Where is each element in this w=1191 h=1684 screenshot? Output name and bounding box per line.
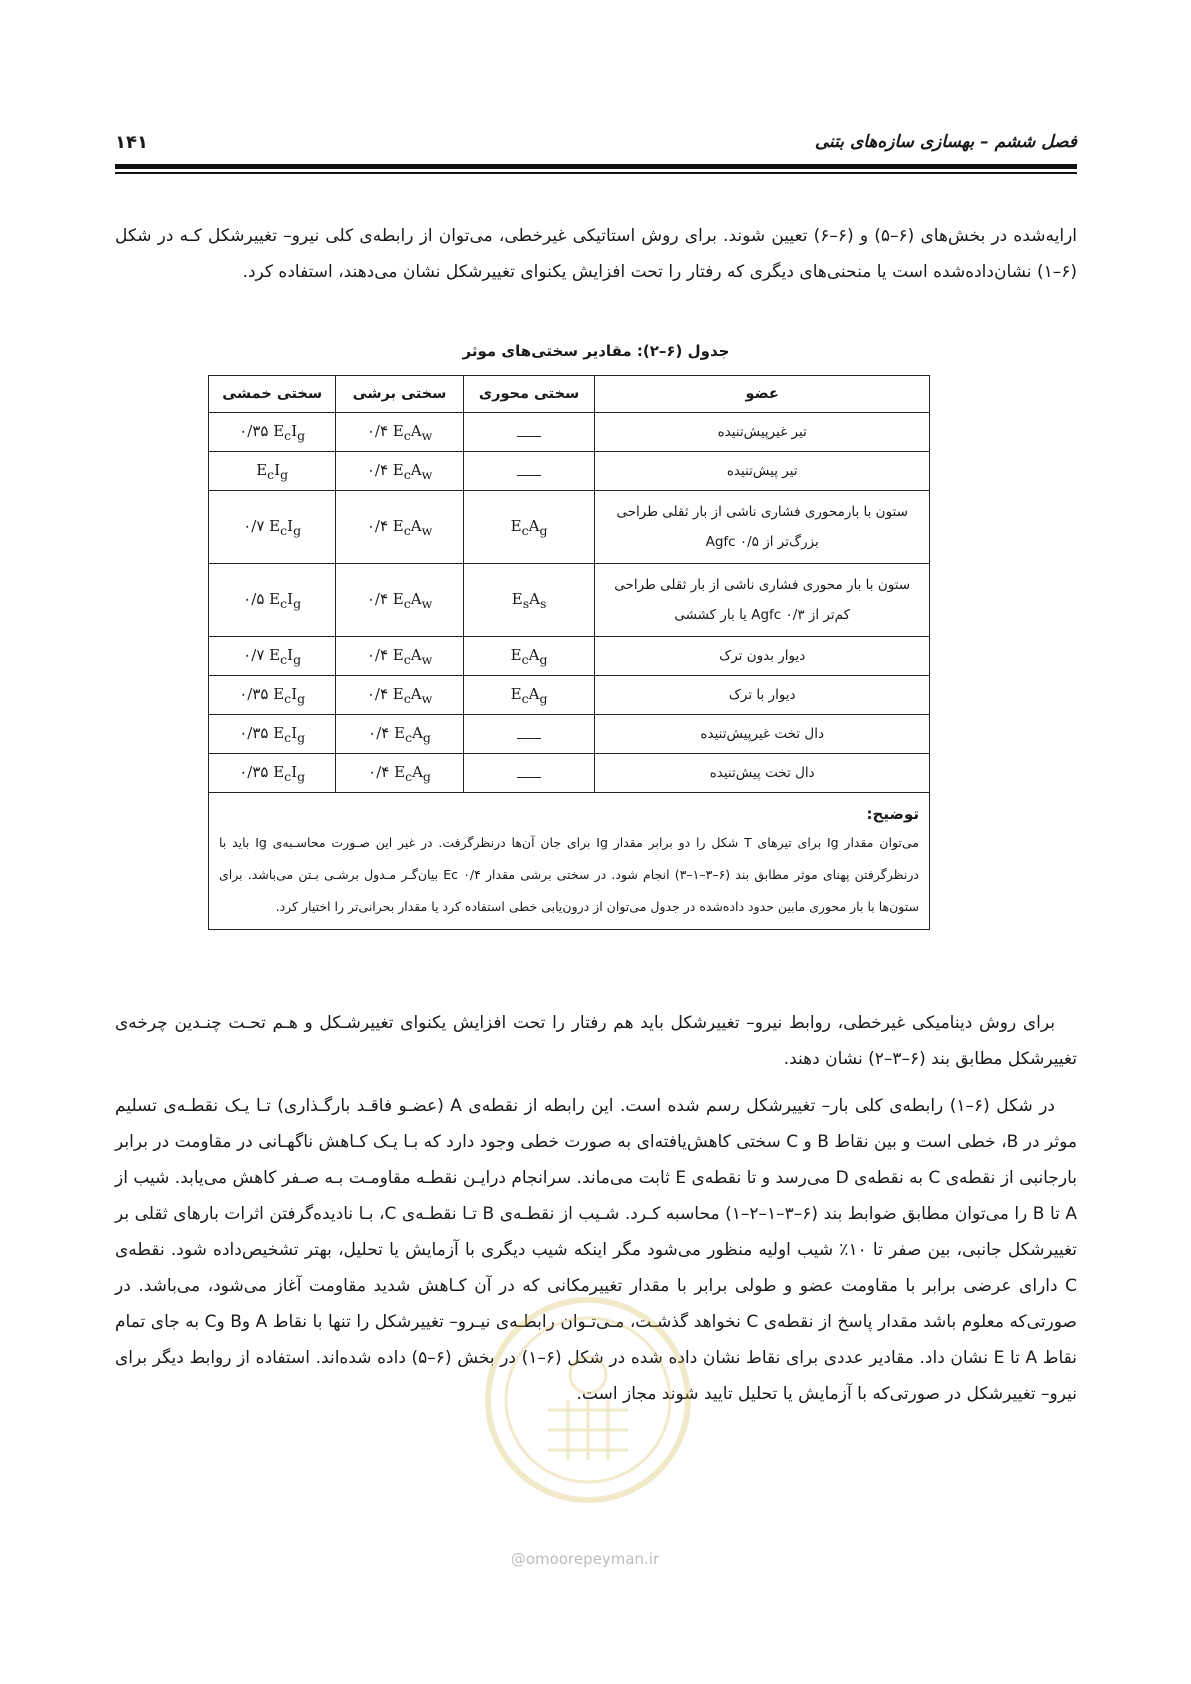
cell-member bbox=[595, 715, 930, 754]
cell-shear: ۰/۴ $E_cA_w$ bbox=[336, 491, 463, 564]
cell-flexural: ۰/۵ $E_cI_g$ bbox=[209, 564, 336, 637]
table-notes bbox=[209, 793, 930, 930]
cell-flexural: ۰/۳۵ $E_cI_g$ bbox=[209, 676, 336, 715]
notes-title: توضیح: bbox=[866, 805, 919, 823]
header-rule-thin bbox=[115, 172, 1077, 174]
cell-flexural: ۰/۷ $E_cI_g$ bbox=[209, 637, 336, 676]
cell-axial: $E_cA_g$ bbox=[463, 676, 595, 715]
header-axial: سختی محوری bbox=[463, 376, 595, 413]
cell-member bbox=[595, 676, 930, 715]
table-row bbox=[209, 676, 930, 715]
cell-shear: ۰/۴ $E_cA_g$ bbox=[336, 754, 463, 793]
cell-member bbox=[595, 491, 930, 564]
cell-axial bbox=[463, 413, 595, 452]
member-name: ستون با بارمحوری فشاری ناشی از بار ثقلی طراحی bbox=[616, 504, 908, 520]
cell-axial: $E_cA_g$ bbox=[463, 491, 595, 564]
notes-text: می‌توان مقدار Ig برای تیرهای T شکل را دو برابر مقدار Ig برای جان آن‌ها درنظرگرفت. در غیر این صـورت محاسـبه‌ی Ig باید با درنظرگرفتن پهنای موثر مطابق بند (۶–۳–۱–۳) انجام شود. در سختی برشی مقدار ۰/۴ Ec بیان‌گـر مـدول برشـی بـتن می‌باشد. برای ستون‌ها با بار محوری مابین حدود داده‌شده در جدول می‌توان از درون‌یابی خطی استفاده کرد یا مقدار بحرانی‌تر را اختیار کرد. bbox=[219, 835, 919, 914]
empty-dash bbox=[517, 426, 541, 437]
table-row bbox=[209, 452, 930, 491]
cell-flexural: ۰/۳۵ $E_cI_g$ bbox=[209, 715, 336, 754]
header-member: عضو bbox=[595, 376, 930, 413]
cell-axial: $E_sA_s$ bbox=[463, 564, 595, 637]
paragraph-force-deformation: در شکل (۶–۱) رابطه‌ی کلی بار– تغییرشکل رسم شده است. این رابطه از نقطه‌ی A (عضـو فاقـد بارگـذاری) تـا یـک نقطـه‌ی تسلیم موثر در B، خطی است و بین نقاط B و C سختی کاهش‌یافته‌ای به صورت خطی وجود دارد که بـا یـک کـاهش ناگهـانی در مقاومت در برابر بارجانبی از نقطه‌ی C به نقطه‌ی D می‌رسد و تا نقطه‌ی E ثابت می‌ماند. سرانجام درایـن نقطـه مقاومـت بـه صـفر کاهش می‌یابد. شیب از A تا B را می‌توان مطابق ضوابط بند (۶–۳–۱–۲–۱) محاسبه کـرد. شـیب از نقطـه‌ی B تـا نقطـه‌ی C، بـا نادیده‌گرفتن اثرات بارهای ثقلی بر تغییرشکل جانبی، بین صفر تا ۱۰٪ شیب اولیه منظور می‌شود مگر اینکه شیب دیگری با آزمایش یا تحلیل، بهتر تشخیص‌داده شود. نقطه‌ی C دارای عرضی برابر با مقاومت عضو و طولی برابر با مقدار تغییرمکانی که در آن کـاهش شدید مقاومت آغاز می‌شود، می‌باشد. در صورتی‌که معلوم باشد مقدار پاسخ از نقطه‌ی C نخواهد گذشـت، مـی‌تـوان رابطـه‌ی نیـرو– تغییرشکل را تنها با نقاط A وB وC به جای تمام نقاط A تا E نشان داد. مقادیر عددی برای نقاط نشان داده شده در شکل (۶–۱) در بخش (۶–۵) داده شده‌اند. استفاده از روابط دیگر برای نیرو– تغییرشکل در صورتی‌که با آزمایش یا تحلیل تایید شوند مجاز است. bbox=[114, 1096, 1078, 1404]
paragraph-intro: ارایه‌شده در بخش‌های (۶–۵) و (۶–۶) تعیین شوند. برای روش استاتیکی غیرخطی، می‌توان از رابطه‌ی کلی نیرو– تغییرشکل کـه در شکل (۶–۱) نشان‌داده‌شده است یا منحنی‌های دیگری که رفتار را تحت افزایش یکنوای تغییرشکل نشان می‌دهند، استفاده کرد. bbox=[115, 226, 1077, 282]
table-row bbox=[209, 491, 930, 564]
effective-stiffness-table bbox=[208, 375, 930, 930]
cell-shear: ۰/۴ $E_cA_w$ bbox=[336, 564, 463, 637]
cell-shear: ۰/۴ $E_cA_w$ bbox=[336, 413, 463, 452]
member-name: دال تخت پیش‌تنیده bbox=[709, 765, 815, 781]
header-rule-thick bbox=[115, 164, 1077, 169]
cell-flexural: ۰/۳۵ $E_cI_g$ bbox=[209, 754, 336, 793]
header-flexural: سختی خمشی bbox=[209, 376, 336, 413]
member-name: ستون با بار محوری فشاری ناشی از بار ثقلی طراحی bbox=[614, 577, 911, 593]
empty-dash bbox=[517, 728, 541, 739]
member-name: دیوار بدون ترک bbox=[719, 648, 806, 664]
empty-dash bbox=[517, 767, 541, 778]
member-name: دال تخت غیرپیش‌تنیده bbox=[700, 726, 824, 742]
cell-shear: ۰/۴ $E_cA_w$ bbox=[336, 637, 463, 676]
cell-member bbox=[595, 754, 930, 793]
member-condition: کم‌تر از ۰/۳ Agfc یا بار کششی bbox=[674, 607, 851, 623]
cell-shear: ۰/۴ $E_cA_g$ bbox=[336, 715, 463, 754]
table-notes-row bbox=[209, 793, 930, 930]
cell-axial bbox=[463, 452, 595, 491]
cell-member bbox=[595, 413, 930, 452]
watermark-text: @omoorepeyman.ir bbox=[510, 1550, 660, 1568]
page-number: ۱۴۱ bbox=[115, 132, 148, 153]
cell-flexural: ۰/۳۵ $E_cI_g$ bbox=[209, 413, 336, 452]
cell-axial bbox=[463, 754, 595, 793]
member-name: تیر پیش‌تنیده bbox=[726, 463, 798, 479]
header-shear: سختی برشی bbox=[336, 376, 463, 413]
watermark-seal bbox=[478, 1290, 698, 1510]
cell-axial bbox=[463, 715, 595, 754]
member-name: تیر غیرپیش‌تنیده bbox=[717, 424, 807, 440]
paragraph-dynamic: برای روش دینامیکی غیرخطی، روابط نیرو– تغییرشکل باید هم رفتار را تحت افزایش یکنوای تغییرشـکل و هـم تحـت چنـدین چرخه‌ی تغییرشکل مطابق بند (۶–۳–۲) نشان دهند. bbox=[115, 1013, 1077, 1069]
cell-member bbox=[595, 637, 930, 676]
table-caption: جدول (۶–۲): مقادیر سختی‌های موثر bbox=[462, 342, 730, 360]
cell-flexural: $E_cI_g$ bbox=[209, 452, 336, 491]
cell-member bbox=[595, 452, 930, 491]
member-condition: بزرگ‌تر از ۰/۵ Agfc bbox=[705, 534, 819, 550]
table-row bbox=[209, 715, 930, 754]
cell-flexural: ۰/۷ $E_cI_g$ bbox=[209, 491, 336, 564]
table-body bbox=[209, 413, 930, 793]
cell-member bbox=[595, 564, 930, 637]
empty-dash bbox=[517, 465, 541, 476]
chapter-title: فصل ششم – بهسازی سازه‌های بتنی bbox=[814, 132, 1077, 152]
member-name: دیوار با ترک bbox=[728, 687, 796, 703]
table-row bbox=[209, 637, 930, 676]
cell-shear: ۰/۴ $E_cA_w$ bbox=[336, 676, 463, 715]
table-header-row bbox=[209, 376, 930, 413]
cell-axial: $E_cA_g$ bbox=[463, 637, 595, 676]
table-row bbox=[209, 564, 930, 637]
table-row bbox=[209, 754, 930, 793]
cell-shear: ۰/۴ $E_cA_w$ bbox=[336, 452, 463, 491]
table-row bbox=[209, 413, 930, 452]
